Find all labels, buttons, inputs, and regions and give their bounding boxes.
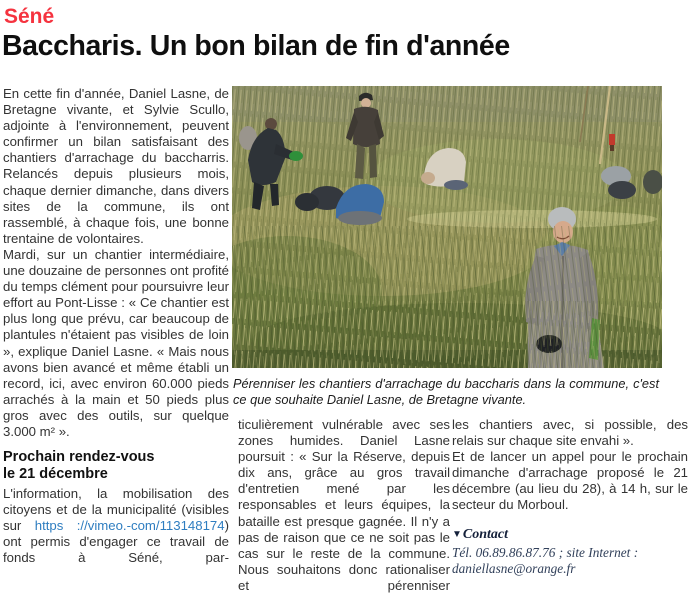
article-column-1: [3, 86, 229, 567]
contact-label: Contact: [462, 526, 509, 542]
vimeo-link[interactable]: https ://vimeo.-com/113148174: [34, 518, 225, 534]
field-photo-illustration: [232, 86, 662, 368]
article-paragraph: Mardi, sur un chantier intermédiaire, une douzaine de personnes ont profité du temps clément pour poursuivre leur effort au Pont-Lisse : « Ce chantier est plus long que prévu, car beaucoup de plantules n'étaient pas visibles de loin », explique Daniel Lasne. « Mais nous avons bien avancé et même établi un record, ici, avec environ 60.000 pieds arrachés à la main et 50 pieds plus gros avec des outils, sur quelque 3.000 m² ».: [3, 246, 229, 439]
subhead-line: le 21 décembre: [3, 466, 108, 483]
article-paragraph: ticulièrement vulnérable avec ses zones humides. Daniel Lasne poursuit : « Sur la Réserve, depuis dix ans, grâce au gros travail d'entretien mené par les responsables et leurs équipes, la bataille est presque gagnée. Il n'y a pas de raison que ce ne soit pas le cas sur le reste de la commune. Nous souhaitons donc rationaliser et pérenniser: [238, 417, 450, 593]
contact-block: [452, 527, 688, 578]
section-kicker: Séné: [4, 5, 55, 28]
article-paragraph: [3, 486, 229, 566]
triangle-icon: ▼: [452, 528, 462, 540]
article-subhead: [3, 449, 229, 483]
photo-caption: Pérenniser les chantiers d'arrachage du baccharis dans la commune, c'est ce que souhaite Daniel Lasne, de Bretagne vivante.: [233, 376, 659, 407]
paragraph-text: ) ont permis d'engager ce travail de fonds à Séné, par-: [3, 518, 229, 566]
article-column-3: [452, 417, 688, 578]
article-paragraph: les chantiers avec, si possible, des relais sur chaque site envahi ».: [452, 417, 688, 449]
contact-phone: Tél. 06.89.86.87.76 ; site Internet :: [452, 544, 639, 560]
article-photo: [232, 86, 662, 368]
article-paragraph: En cette fin d'année, Daniel Lasne, de Bretagne vivante, et Sylvie Scullo, adjointe à l'environnement, peuvent confirmer un bilan satisfaisant des chantiers d'arrachage du baccharris. Relancés depuis plusieurs mois, chaque dernier dimanche, dans divers sites de la commune, ils ont rassemblé, à chaque fois, une bonne trentaine de volontaires.: [3, 86, 229, 246]
article-paragraph: Et de lancer un appel pour le prochain dimanche d'arrachage proposé le 21 décembre (au lieu du 28), à 14 h, sur le secteur du Morboul.: [452, 449, 688, 513]
article-headline: Baccharis. Un bon bilan de fin d'année: [2, 30, 510, 62]
paragraph-text: L'information, la mobilisation des citoyens et de la municipalité (visibles sur: [3, 486, 229, 534]
subhead-line: Prochain rendez-vous: [3, 449, 155, 466]
contact-email: daniellasne@orange.fr: [452, 561, 576, 577]
contact-heading: [452, 527, 688, 543]
article-column-2: [238, 417, 450, 594]
